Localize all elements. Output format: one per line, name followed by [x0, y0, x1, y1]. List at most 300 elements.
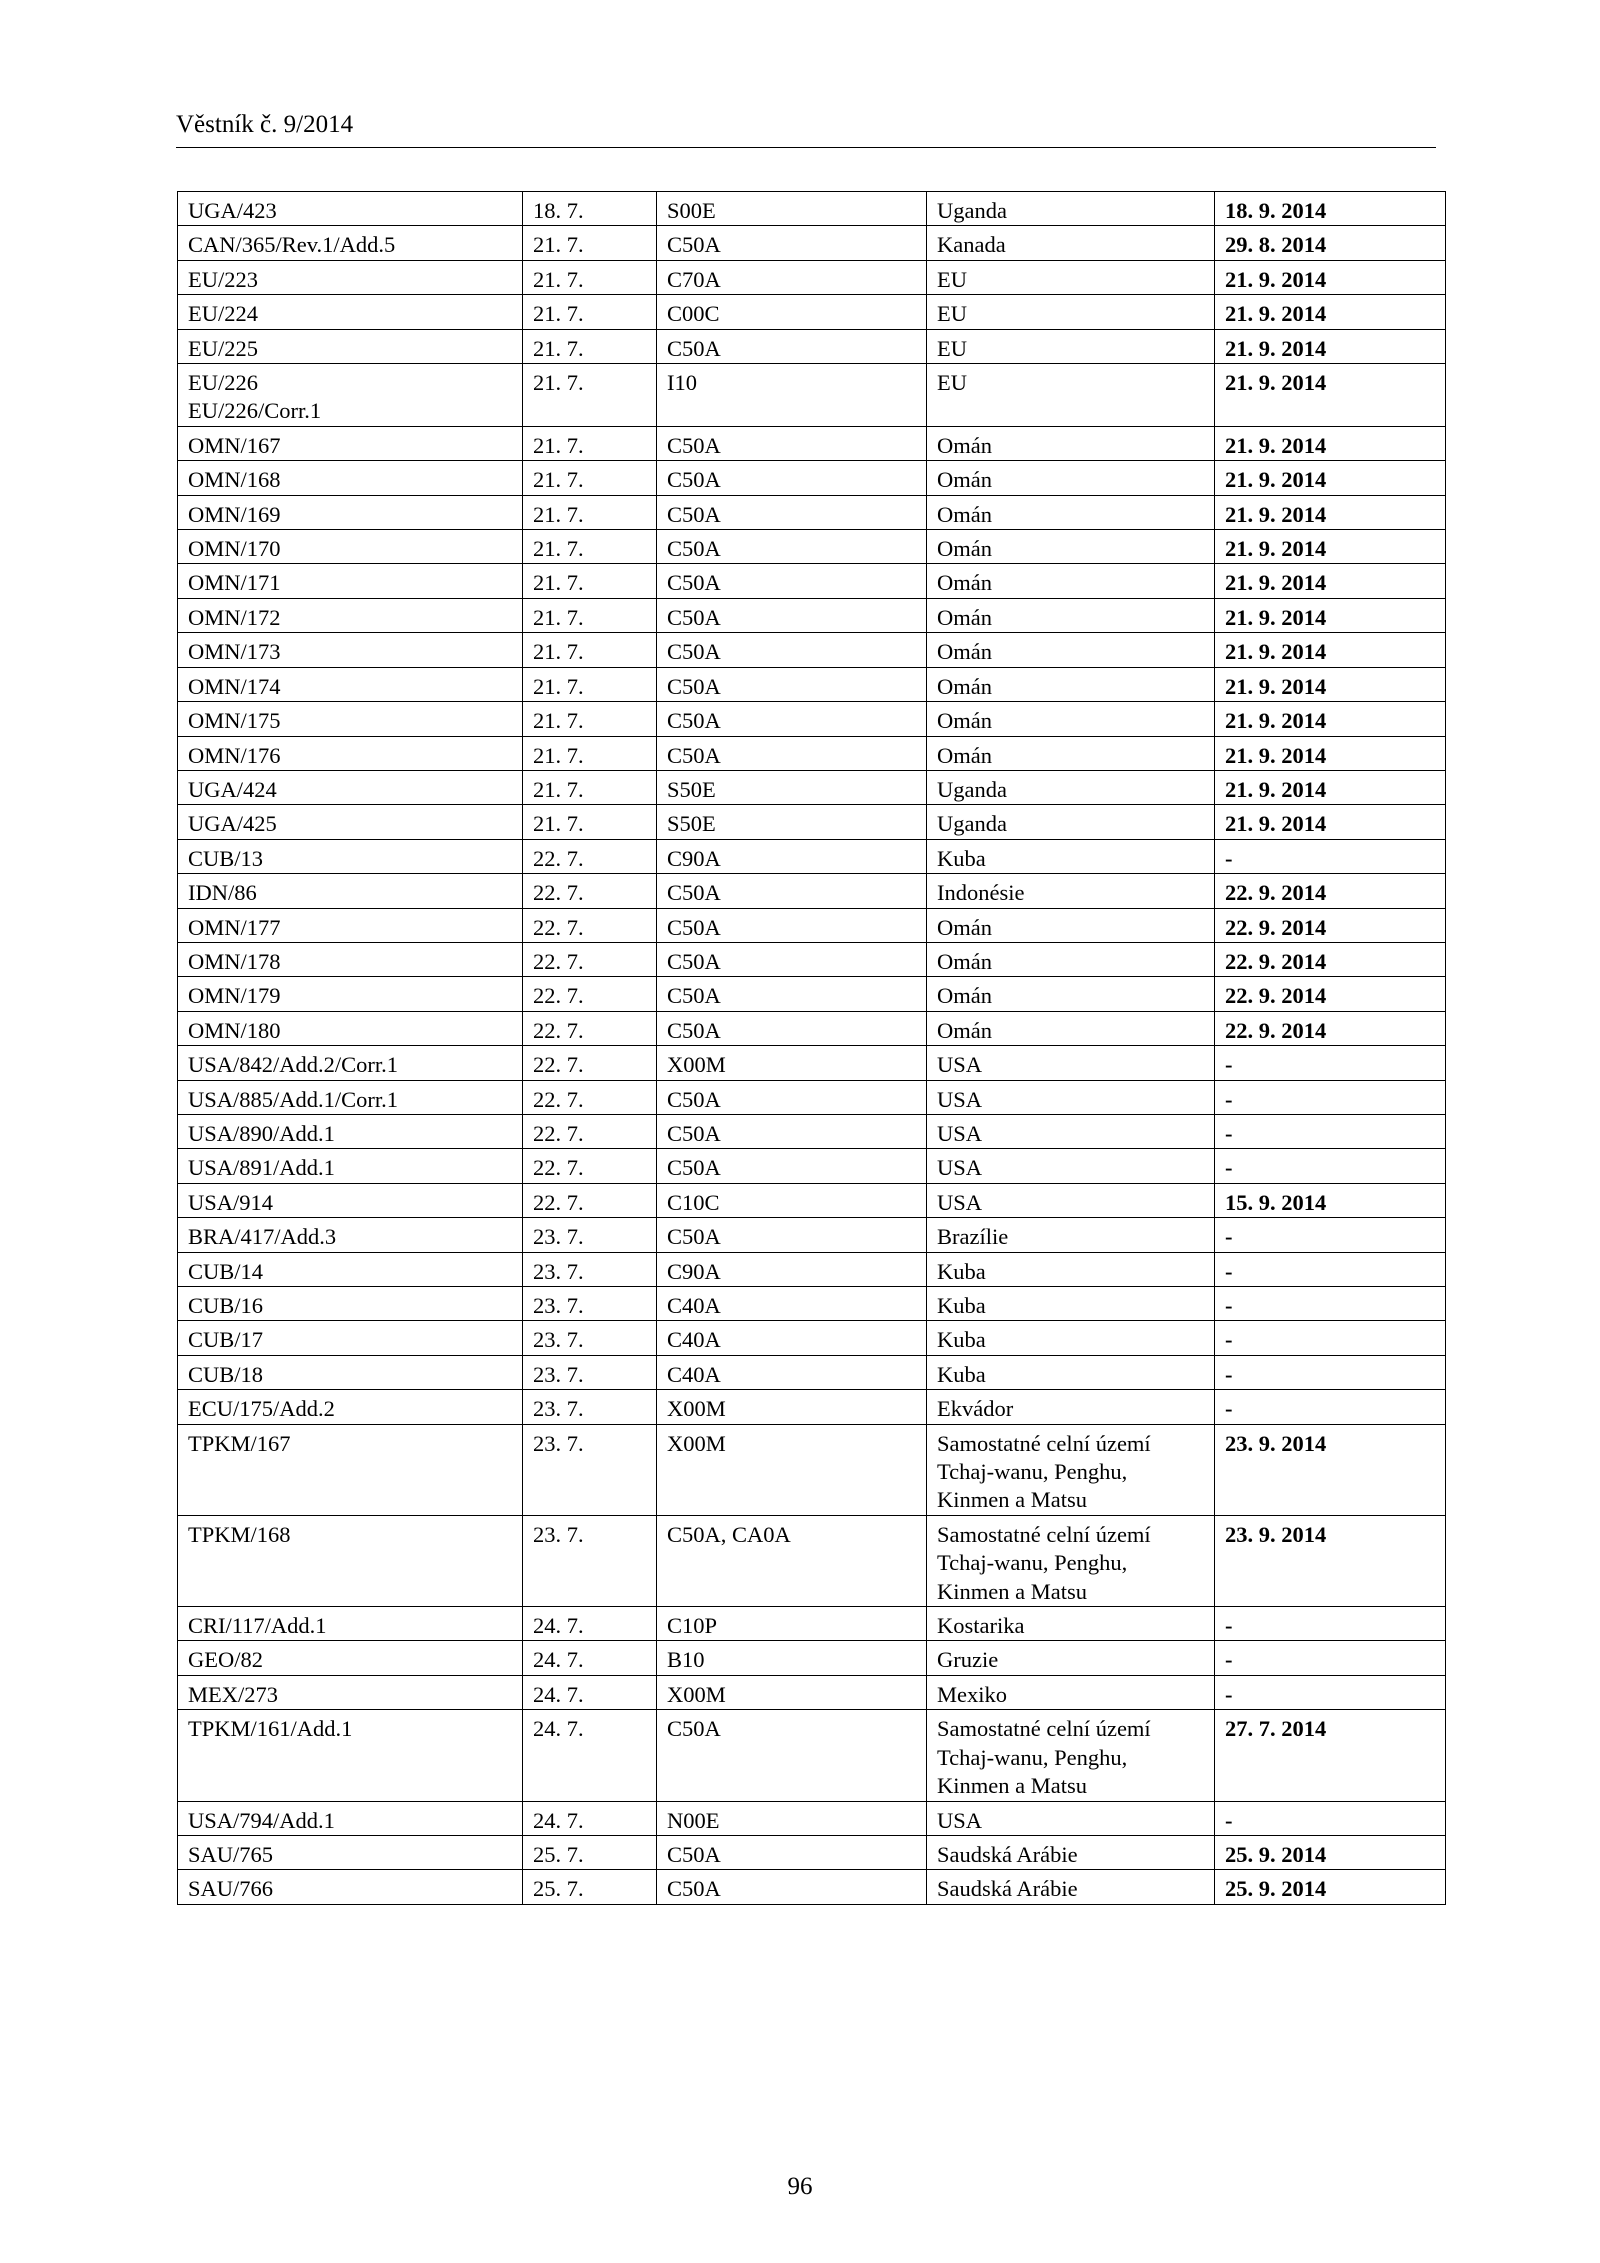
- notification-id-cell: [178, 1183, 523, 1217]
- table-row: [178, 1870, 1446, 1904]
- notification-date-cell: 24. 7.: [523, 1641, 657, 1675]
- country-cell-line: Kinmen a Matsu: [937, 1773, 1087, 1799]
- country-cell-line: Gruzie: [937, 1647, 999, 1673]
- country-cell: [927, 977, 1215, 1011]
- country-cell-line: Kuba: [937, 1258, 986, 1284]
- table-row: [178, 226, 1446, 260]
- notification-id-cell: [178, 564, 523, 598]
- notification-id-cell-line: EU/226: [188, 370, 258, 396]
- table-row: [178, 1149, 1446, 1183]
- classification-code-cell: C40A: [657, 1321, 927, 1355]
- notification-date-cell: 21. 7.: [523, 633, 657, 667]
- country-cell: [927, 1011, 1215, 1045]
- notification-id-cell: [178, 839, 523, 873]
- country-cell: [927, 192, 1215, 226]
- country-cell-line: USA: [937, 1155, 983, 1181]
- classification-code-cell: C50A: [657, 942, 927, 976]
- deadline-cell: 27. 7. 2014: [1215, 1710, 1446, 1801]
- country-cell: [927, 942, 1215, 976]
- country-cell-line: Kuba: [937, 1327, 986, 1353]
- notification-id-cell-line: CRI/117/Add.1: [188, 1613, 327, 1639]
- country-cell: [927, 564, 1215, 598]
- notification-id-cell: [178, 426, 523, 460]
- country-cell: [927, 1080, 1215, 1114]
- country-cell-line: Omán: [937, 742, 992, 768]
- country-cell: [927, 1641, 1215, 1675]
- notification-id-cell-line: SAU/766: [188, 1876, 274, 1902]
- table-row: [178, 1835, 1446, 1869]
- notification-id-cell: [178, 1801, 523, 1835]
- classification-code-cell: C50A: [657, 1870, 927, 1904]
- notification-id-cell-line: UGA/425: [188, 811, 277, 837]
- notification-date-cell: 21. 7.: [523, 736, 657, 770]
- country-cell: [927, 260, 1215, 294]
- notification-id-cell-line: OMN/179: [188, 983, 281, 1009]
- notification-date-cell: 21. 7.: [523, 226, 657, 260]
- table-row: [178, 1515, 1446, 1606]
- table-row: [178, 805, 1446, 839]
- notification-id-cell: [178, 1870, 523, 1904]
- country-cell: [927, 1287, 1215, 1321]
- country-cell: [927, 736, 1215, 770]
- classification-code-cell: B10: [657, 1641, 927, 1675]
- notification-id-cell: [178, 461, 523, 495]
- country-cell-line: Kanada: [937, 232, 1006, 258]
- notification-date-cell: 21. 7.: [523, 426, 657, 460]
- country-cell: [927, 598, 1215, 632]
- notification-date-cell: 25. 7.: [523, 1870, 657, 1904]
- notification-id-cell-line: OMN/178: [188, 948, 281, 974]
- classification-code-cell: C40A: [657, 1355, 927, 1389]
- notification-id-cell: [178, 1607, 523, 1641]
- classification-code-cell: S00E: [657, 192, 927, 226]
- notification-date-cell: 22. 7.: [523, 1011, 657, 1045]
- country-cell: [927, 1149, 1215, 1183]
- table-row: [178, 1801, 1446, 1835]
- notification-id-cell: [178, 495, 523, 529]
- notifications-table: [177, 191, 1446, 1905]
- deadline-cell: -: [1215, 1390, 1446, 1424]
- notification-id-cell-line: OMN/171: [188, 570, 281, 596]
- notification-id-cell: [178, 942, 523, 976]
- table-row: [178, 1607, 1446, 1641]
- notification-id-cell: [178, 1675, 523, 1709]
- country-cell-line: Omán: [937, 639, 992, 665]
- notification-date-cell: 22. 7.: [523, 1114, 657, 1148]
- notification-id-cell: [178, 1218, 523, 1252]
- classification-code-cell: C50A, CA0A: [657, 1515, 927, 1606]
- table-row: [178, 1046, 1446, 1080]
- notification-id-cell-line: OMN/175: [188, 708, 281, 734]
- deadline-cell: 21. 9. 2014: [1215, 633, 1446, 667]
- notification-date-cell: 25. 7.: [523, 1835, 657, 1869]
- deadline-cell: 21. 9. 2014: [1215, 736, 1446, 770]
- table-row: [178, 329, 1446, 363]
- deadline-cell: -: [1215, 1607, 1446, 1641]
- notification-date-cell: 22. 7.: [523, 942, 657, 976]
- table-row: [178, 461, 1446, 495]
- country-cell-line: EU: [937, 335, 967, 361]
- country-cell-line: Saudská Arábie: [937, 1876, 1078, 1902]
- table-row: [178, 564, 1446, 598]
- country-cell: [927, 364, 1215, 427]
- country-cell-line: Uganda: [937, 776, 1007, 802]
- deadline-cell: -: [1215, 1355, 1446, 1389]
- notification-id-cell-line: GEO/82: [188, 1647, 263, 1673]
- country-cell-line: Kuba: [937, 1293, 986, 1318]
- notification-id-cell-line: USA/842/Add.2/Corr.1: [188, 1052, 399, 1078]
- country-cell-line: Omán: [937, 501, 992, 527]
- deadline-cell: 21. 9. 2014: [1215, 598, 1446, 632]
- notification-date-cell: 18. 7.: [523, 192, 657, 226]
- notification-date-cell: 21. 7.: [523, 702, 657, 736]
- country-cell-line: Omán: [937, 983, 992, 1009]
- notification-date-cell: 23. 7.: [523, 1287, 657, 1321]
- notification-date-cell: 21. 7.: [523, 495, 657, 529]
- classification-code-cell: I10: [657, 364, 927, 427]
- table-row: [178, 1355, 1446, 1389]
- country-cell: [927, 1424, 1215, 1515]
- notification-id-cell: [178, 1114, 523, 1148]
- country-cell: [927, 226, 1215, 260]
- table-row: [178, 1011, 1446, 1045]
- notification-id-cell-line: OMN/169: [188, 501, 281, 527]
- journal-title: Věstník č. 9/2014: [176, 111, 354, 138]
- deadline-cell: 29. 8. 2014: [1215, 226, 1446, 260]
- deadline-cell: 21. 9. 2014: [1215, 770, 1446, 804]
- country-cell-line: Omán: [937, 432, 992, 458]
- notification-id-cell: [178, 598, 523, 632]
- page-header: [176, 112, 1436, 148]
- notification-id-cell-line: CUB/18: [188, 1361, 264, 1387]
- notification-id-cell-line: OMN/174: [188, 673, 281, 699]
- classification-code-cell: C50A: [657, 461, 927, 495]
- classification-code-cell: S50E: [657, 770, 927, 804]
- notification-date-cell: 21. 7.: [523, 805, 657, 839]
- notification-id-cell-line: MEX/273: [188, 1681, 278, 1707]
- table-row: [178, 736, 1446, 770]
- notification-date-cell: 23. 7.: [523, 1218, 657, 1252]
- notification-id-cell-line: TPKM/161/Add.1: [188, 1716, 353, 1742]
- country-cell: [927, 1675, 1215, 1709]
- notification-id-cell: [178, 770, 523, 804]
- classification-code-cell: C10C: [657, 1183, 927, 1217]
- notification-id-cell-line: OMN/172: [188, 604, 281, 630]
- notification-id-cell: [178, 702, 523, 736]
- country-cell: [927, 329, 1215, 363]
- country-cell-line: Uganda: [937, 198, 1007, 223]
- country-cell-line: Samostatné celní území: [937, 1521, 1151, 1547]
- deadline-cell: 21. 9. 2014: [1215, 702, 1446, 736]
- country-cell-line: Kinmen a Matsu: [937, 1487, 1087, 1513]
- notification-id-cell: [178, 736, 523, 770]
- notification-id-cell-line: USA/794/Add.1: [188, 1807, 335, 1833]
- notification-date-cell: 23. 7.: [523, 1321, 657, 1355]
- table-row: [178, 1424, 1446, 1515]
- classification-code-cell: C50A: [657, 1011, 927, 1045]
- notification-date-cell: 22. 7.: [523, 1080, 657, 1114]
- notification-id-cell: [178, 1149, 523, 1183]
- country-cell-line: Omán: [937, 467, 992, 493]
- country-cell-line: Omán: [937, 708, 992, 734]
- country-cell-line: Uganda: [937, 811, 1007, 837]
- country-cell-line: Tchaj-wanu, Penghu,: [937, 1550, 1128, 1576]
- table-row: [178, 942, 1446, 976]
- country-cell: [927, 530, 1215, 564]
- notification-id-cell-line: TPKM/168: [188, 1521, 291, 1547]
- notification-id-cell-line: TPKM/167: [188, 1430, 291, 1456]
- table-row: [178, 1218, 1446, 1252]
- notification-date-cell: 21. 7.: [523, 770, 657, 804]
- notification-id-cell: [178, 1710, 523, 1801]
- country-cell-line: USA: [937, 1052, 983, 1078]
- deadline-cell: -: [1215, 1321, 1446, 1355]
- notification-date-cell: 21. 7.: [523, 667, 657, 701]
- notification-date-cell: 22. 7.: [523, 839, 657, 873]
- notification-date-cell: 24. 7.: [523, 1675, 657, 1709]
- country-cell: [927, 839, 1215, 873]
- notification-id-cell: [178, 1641, 523, 1675]
- notification-id-cell: [178, 874, 523, 908]
- classification-code-cell: C10P: [657, 1607, 927, 1641]
- country-cell-line: USA: [937, 1120, 983, 1146]
- notification-id-cell: [178, 1355, 523, 1389]
- table-row: [178, 530, 1446, 564]
- notification-id-cell-line: OMN/170: [188, 536, 281, 562]
- country-cell-line: Mexiko: [937, 1681, 1007, 1707]
- notification-id-cell: [178, 805, 523, 839]
- deadline-cell: 21. 9. 2014: [1215, 329, 1446, 363]
- notification-id-cell-line: EU/225: [188, 335, 258, 361]
- notification-date-cell: 21. 7.: [523, 329, 657, 363]
- notification-id-cell: [178, 977, 523, 1011]
- notification-id-cell: [178, 667, 523, 701]
- notification-date-cell: 23. 7.: [523, 1355, 657, 1389]
- deadline-cell: 25. 9. 2014: [1215, 1835, 1446, 1869]
- classification-code-cell: C40A: [657, 1287, 927, 1321]
- table-row: [178, 495, 1446, 529]
- classification-code-cell: C00C: [657, 295, 927, 329]
- notification-id-cell: [178, 329, 523, 363]
- notification-date-cell: 22. 7.: [523, 1149, 657, 1183]
- notification-id-cell-line: USA/885/Add.1/Corr.1: [188, 1086, 399, 1112]
- country-cell-line: Omán: [937, 604, 992, 630]
- country-cell-line: Omán: [937, 570, 992, 596]
- deadline-cell: 18. 9. 2014: [1215, 192, 1446, 226]
- country-cell-line: Omán: [937, 914, 992, 940]
- classification-code-cell: C50A: [657, 633, 927, 667]
- classification-code-cell: C70A: [657, 260, 927, 294]
- notification-id-cell: [178, 1046, 523, 1080]
- classification-code-cell: X00M: [657, 1046, 927, 1080]
- deadline-cell: 22. 9. 2014: [1215, 874, 1446, 908]
- table-row: [178, 1675, 1446, 1709]
- country-cell: [927, 495, 1215, 529]
- deadline-cell: 21. 9. 2014: [1215, 426, 1446, 460]
- deadline-cell: 21. 9. 2014: [1215, 260, 1446, 294]
- classification-code-cell: X00M: [657, 1390, 927, 1424]
- table-row: [178, 874, 1446, 908]
- notification-date-cell: 23. 7.: [523, 1424, 657, 1515]
- classification-code-cell: C90A: [657, 1252, 927, 1286]
- table-row: [178, 667, 1446, 701]
- deadline-cell: -: [1215, 1114, 1446, 1148]
- notifications-table-body: [178, 192, 1446, 1905]
- notification-id-cell-line: CUB/17: [188, 1327, 264, 1353]
- classification-code-cell: C50A: [657, 1114, 927, 1148]
- notification-id-cell-line: OMN/173: [188, 639, 281, 665]
- table-row: [178, 598, 1446, 632]
- table-row: [178, 364, 1446, 427]
- country-cell: [927, 1355, 1215, 1389]
- deadline-cell: -: [1215, 1149, 1446, 1183]
- deadline-cell: 21. 9. 2014: [1215, 667, 1446, 701]
- deadline-cell: -: [1215, 1675, 1446, 1709]
- classification-code-cell: C50A: [657, 1710, 927, 1801]
- notification-id-cell: [178, 1252, 523, 1286]
- deadline-cell: 23. 9. 2014: [1215, 1424, 1446, 1515]
- table-row: [178, 260, 1446, 294]
- notification-date-cell: 21. 7.: [523, 564, 657, 598]
- notification-id-cell-line: UGA/423: [188, 198, 277, 223]
- country-cell: [927, 426, 1215, 460]
- country-cell-line: USA: [937, 1086, 983, 1112]
- classification-code-cell: X00M: [657, 1675, 927, 1709]
- country-cell-line: Kinmen a Matsu: [937, 1578, 1087, 1604]
- country-cell-line: EU: [937, 301, 967, 327]
- notification-id-cell-line: EU/224: [188, 301, 258, 327]
- country-cell-line: Samostatné celní území: [937, 1716, 1151, 1742]
- notification-date-cell: 21. 7.: [523, 260, 657, 294]
- classification-code-cell: C50A: [657, 977, 927, 1011]
- country-cell: [927, 1607, 1215, 1641]
- classification-code-cell: C50A: [657, 1835, 927, 1869]
- table-row: [178, 1641, 1446, 1675]
- notification-date-cell: 21. 7.: [523, 530, 657, 564]
- country-cell: [927, 1835, 1215, 1869]
- country-cell: [927, 633, 1215, 667]
- country-cell-line: Brazílie: [937, 1224, 1009, 1250]
- classification-code-cell: C50A: [657, 1218, 927, 1252]
- country-cell: [927, 1252, 1215, 1286]
- table-row: [178, 192, 1446, 226]
- notification-id-cell-line: USA/890/Add.1: [188, 1120, 335, 1146]
- country-cell-line: Omán: [937, 536, 992, 562]
- deadline-cell: -: [1215, 1641, 1446, 1675]
- deadline-cell: 21. 9. 2014: [1215, 461, 1446, 495]
- notification-id-cell-line: OMN/167: [188, 432, 281, 458]
- notification-date-cell: 22. 7.: [523, 977, 657, 1011]
- notification-id-cell: [178, 226, 523, 260]
- table-row: [178, 1321, 1446, 1355]
- notification-id-cell-line: EU/226/Corr.1: [188, 398, 322, 424]
- notification-date-cell: 23. 7.: [523, 1390, 657, 1424]
- notification-date-cell: 21. 7.: [523, 295, 657, 329]
- notification-date-cell: 22. 7.: [523, 874, 657, 908]
- country-cell: [927, 1183, 1215, 1217]
- deadline-cell: -: [1215, 1287, 1446, 1321]
- notification-id-cell: [178, 1835, 523, 1869]
- deadline-cell: 22. 9. 2014: [1215, 977, 1446, 1011]
- country-cell-line: Kuba: [937, 845, 986, 871]
- country-cell: [927, 1870, 1215, 1904]
- deadline-cell: 21. 9. 2014: [1215, 495, 1446, 529]
- notification-id-cell-line: OMN/180: [188, 1017, 281, 1043]
- notification-id-cell-line: CUB/13: [188, 845, 264, 871]
- notification-id-cell: [178, 530, 523, 564]
- notification-id-cell: [178, 908, 523, 942]
- notification-id-cell: [178, 364, 523, 427]
- table-row: [178, 1390, 1446, 1424]
- classification-code-cell: C50A: [657, 495, 927, 529]
- classification-code-cell: C50A: [657, 598, 927, 632]
- notification-id-cell: [178, 260, 523, 294]
- deadline-cell: 21. 9. 2014: [1215, 295, 1446, 329]
- classification-code-cell: C50A: [657, 329, 927, 363]
- notification-id-cell-line: EU/223: [188, 266, 258, 292]
- country-cell: [927, 702, 1215, 736]
- country-cell: [927, 461, 1215, 495]
- country-cell-line: Indonésie: [937, 880, 1025, 906]
- notification-id-cell-line: USA/891/Add.1: [188, 1155, 335, 1181]
- table-row: [178, 702, 1446, 736]
- country-cell-line: Samostatné celní území: [937, 1430, 1151, 1456]
- country-cell: [927, 1801, 1215, 1835]
- notification-id-cell: [178, 1424, 523, 1515]
- classification-code-cell: C50A: [657, 426, 927, 460]
- country-cell-line: Omán: [937, 1017, 992, 1043]
- page-number: 96: [787, 2173, 813, 2200]
- country-cell: [927, 1218, 1215, 1252]
- notification-id-cell-line: CUB/14: [188, 1258, 264, 1284]
- classification-code-cell: C50A: [657, 736, 927, 770]
- deadline-cell: 23. 9. 2014: [1215, 1515, 1446, 1606]
- country-cell: [927, 1321, 1215, 1355]
- classification-code-cell: C50A: [657, 564, 927, 598]
- classification-code-cell: C50A: [657, 1149, 927, 1183]
- classification-code-cell: N00E: [657, 1801, 927, 1835]
- notification-date-cell: 24. 7.: [523, 1607, 657, 1641]
- classification-code-cell: C50A: [657, 908, 927, 942]
- country-cell-line: Kuba: [937, 1361, 986, 1387]
- country-cell: [927, 805, 1215, 839]
- country-cell-line: USA: [937, 1807, 983, 1833]
- country-cell: [927, 1114, 1215, 1148]
- deadline-cell: -: [1215, 839, 1446, 873]
- classification-code-cell: C50A: [657, 702, 927, 736]
- country-cell: [927, 1046, 1215, 1080]
- notification-id-cell-line: OMN/176: [188, 742, 281, 768]
- country-cell-line: Tchaj-wanu, Penghu,: [937, 1459, 1128, 1485]
- notification-date-cell: 22. 7.: [523, 1046, 657, 1080]
- notification-id-cell-line: IDN/86: [188, 880, 257, 906]
- notification-id-cell: [178, 192, 523, 226]
- notification-date-cell: 24. 7.: [523, 1801, 657, 1835]
- classification-code-cell: C50A: [657, 1080, 927, 1114]
- deadline-cell: -: [1215, 1801, 1446, 1835]
- table-row: [178, 633, 1446, 667]
- notification-date-cell: 23. 7.: [523, 1252, 657, 1286]
- deadline-cell: 21. 9. 2014: [1215, 805, 1446, 839]
- deadline-cell: 22. 9. 2014: [1215, 908, 1446, 942]
- notification-id-cell-line: CUB/16: [188, 1293, 264, 1318]
- table-row: [178, 1287, 1446, 1321]
- notification-date-cell: 21. 7.: [523, 461, 657, 495]
- classification-code-cell: C50A: [657, 874, 927, 908]
- classification-code-cell: C90A: [657, 839, 927, 873]
- notification-id-cell: [178, 1011, 523, 1045]
- deadline-cell: 21. 9. 2014: [1215, 530, 1446, 564]
